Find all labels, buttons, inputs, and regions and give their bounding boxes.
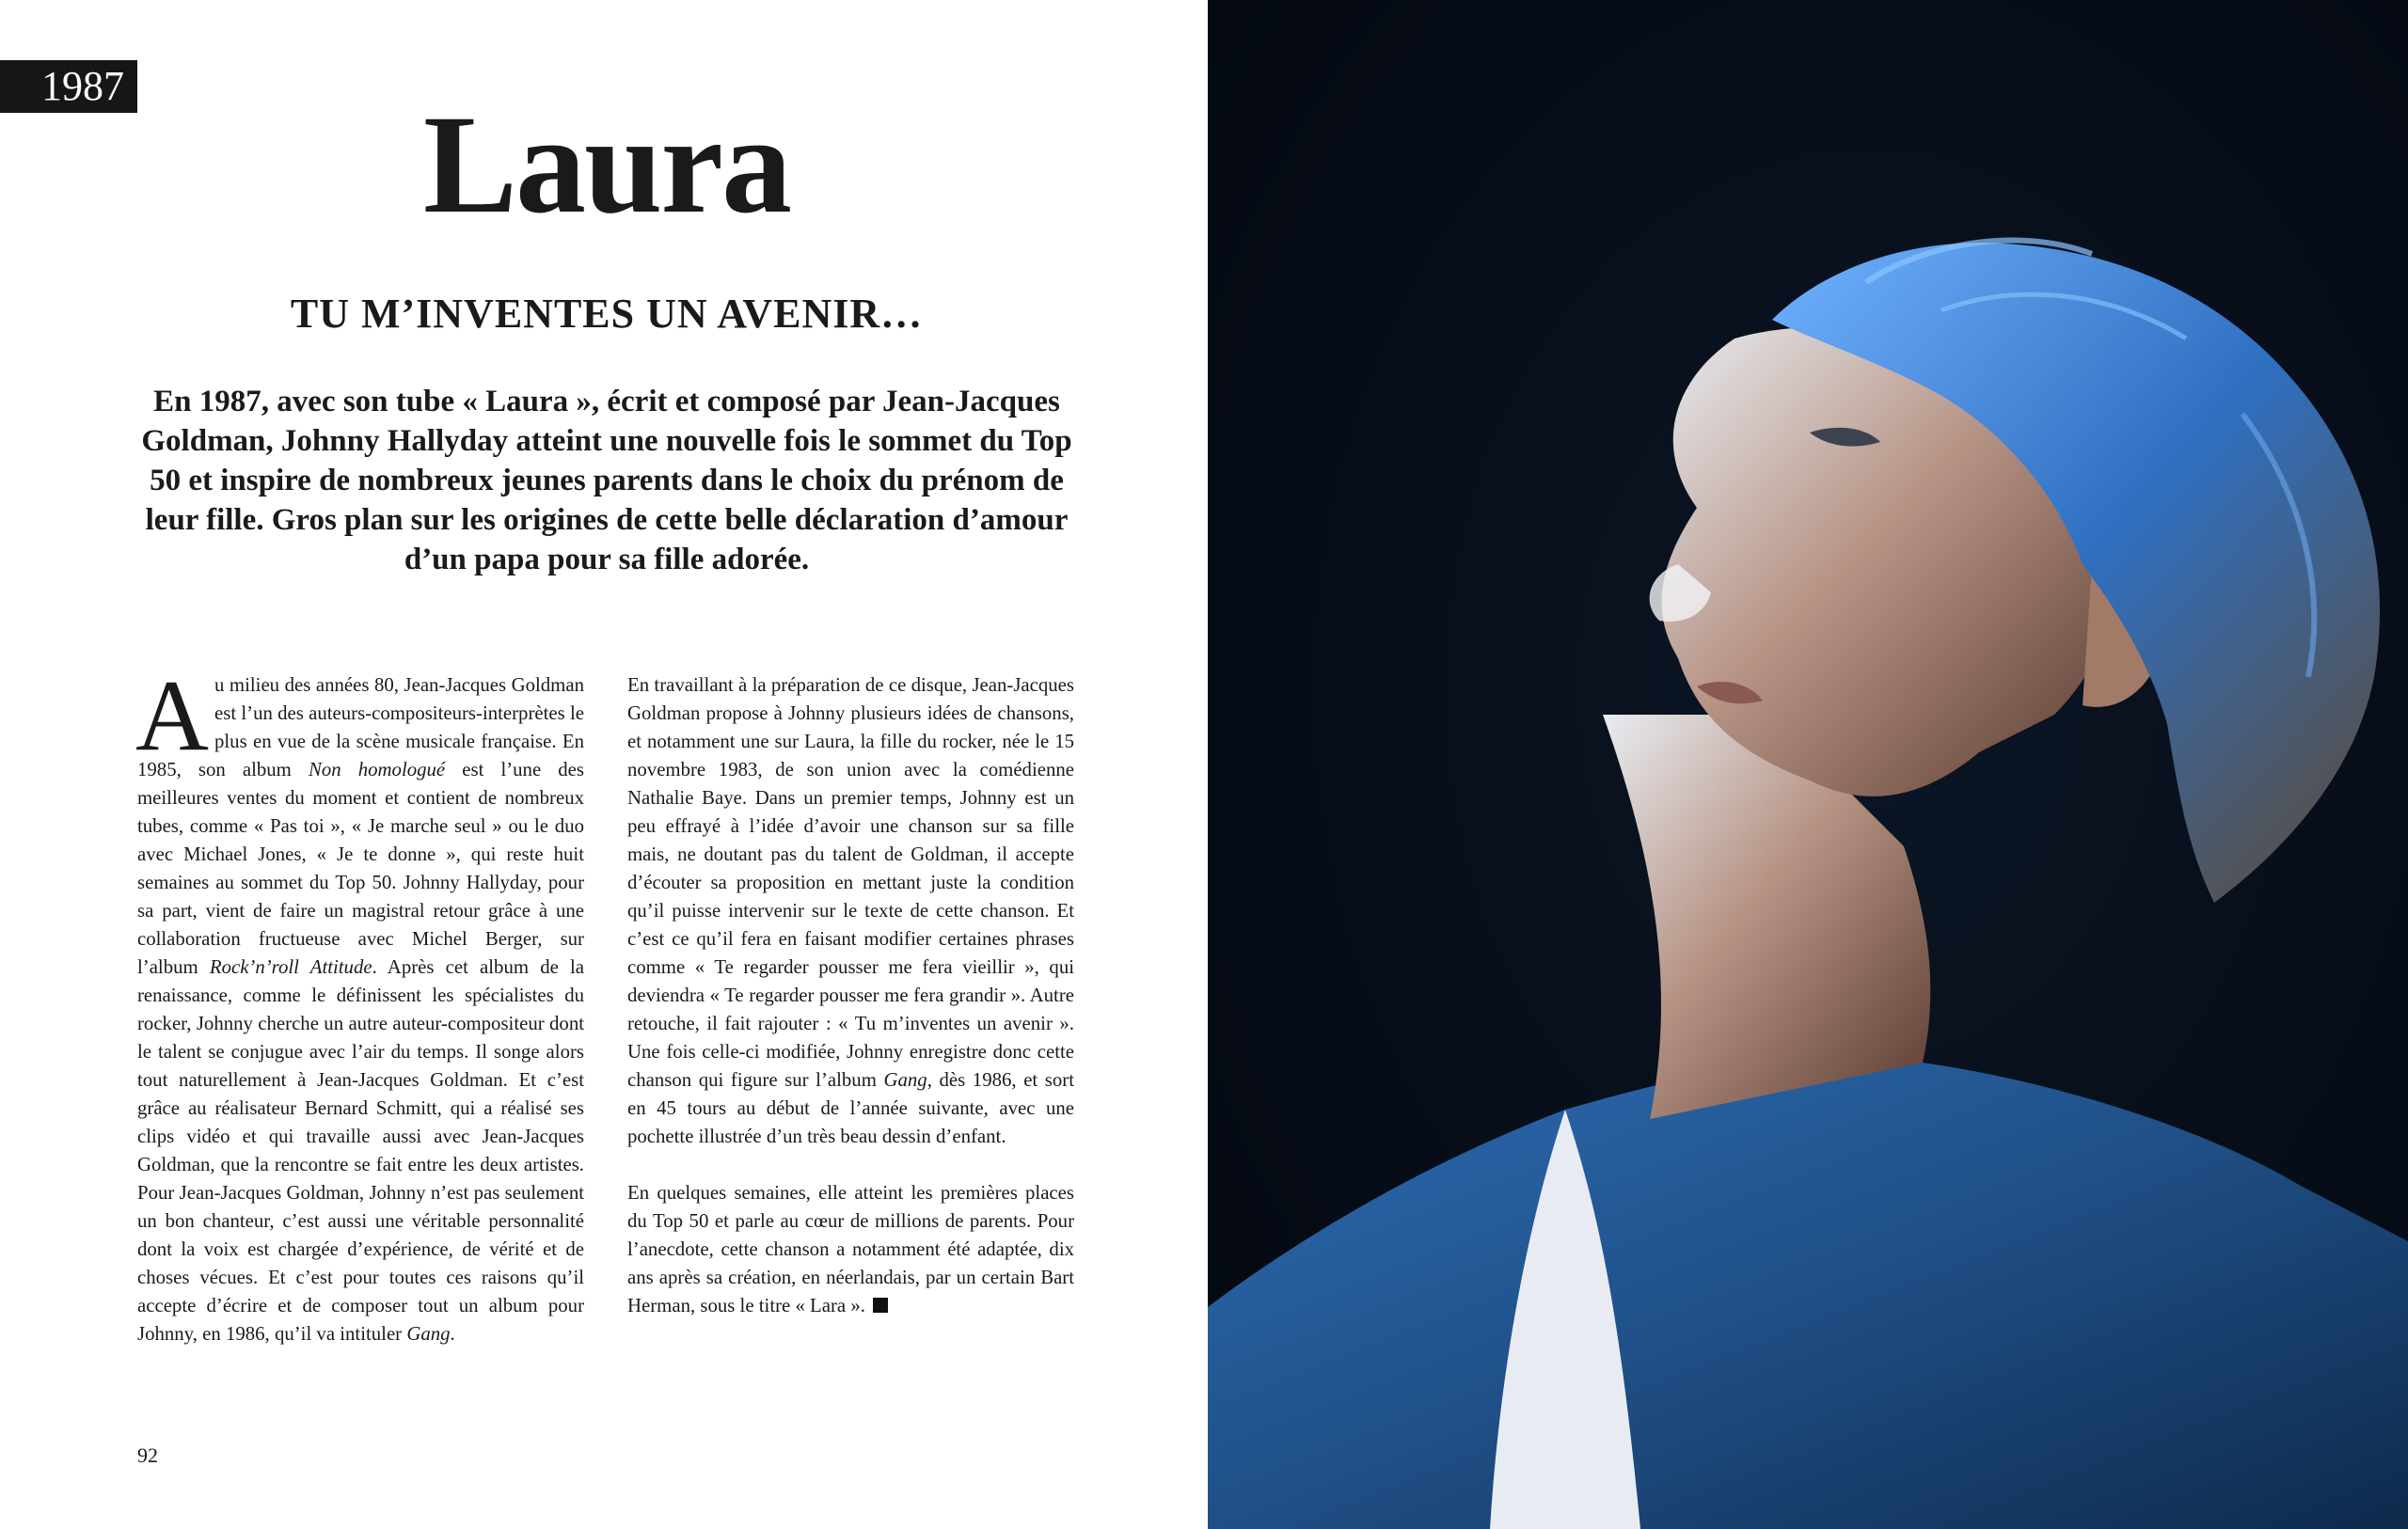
- paragraph: [135, 660, 585, 1348]
- album-title: Gang: [406, 1323, 451, 1345]
- end-mark-icon: [873, 1298, 888, 1313]
- page-number: 92: [137, 1443, 158, 1467]
- album-title: Gang: [883, 1069, 927, 1091]
- text-run: u milieu des années 80, Jean-Jacques Goldman est l’un des auteurs-compositeurs-interprètes le plus en vue de la scène musicale française. En 1985, son album: [137, 674, 584, 780]
- year-tab: 1987: [0, 60, 137, 113]
- article-lead: En 1987, avec son tube « Laura », écrit et composé par Jean-Jacques Goldman, Johnny Hallyday atteint une nouvelle fois le sommet du Top 50 et inspire de nombreux jeunes parents dans le choix du prénom de leur fille. Gros plan sur les origines de cette belle déclaration d’amour d’un papa pour sa fille adorée.: [141, 385, 1072, 576]
- text-column-right: [627, 671, 1074, 1348]
- text-run: . Après cet album de la renaissance, comme le définissent les spécialistes du rocker, Johnny cherche un autre auteur-compositeur dont le talent se conjugue avec l’air du temps. Il songe alors tout naturellement à Jean-Jacques Goldman. Et c’est grâce au réalisateur Bernard Schmitt, qui a réalisé ses clips vidéo et qui travaille aussi avec Jean-Jacques Goldman, que la rencontre se fait entre les deux artistes. Pour Jean-Jacques Goldman, Johnny n’est pas seulement un bon chanteur, c’est aussi une véritable personnalité dont la voix est chargée d’expérience, de vérité et de choses vécues. Et c’est pour toutes ces raisons qu’il accepte d’écrire et de composer tout un album pour Johnny, en 1986, qu’il va intituler: [137, 956, 584, 1345]
- text-run: En travaillant à la préparation de ce disque, Jean-Jacques Goldman propose à Johnny plusieurs idées de chansons, et notamment une sur Laura, la fille du rocker, née le 15 novembre 1983, de son union avec la comédienne Nathalie Baye. Dans un premier temps, Johnny est un peu effrayé à l’idée d’avoir une chanson sur sa fille mais, ne doutant pas du talent de Goldman, il accepte d’écouter sa proposition en mettant juste la condition qu’il puisse intervenir sur le texte de cette chanson. Et c’est ce qu’il fera en faisant modifier certaines phrases comme « Te regarder pousser me fera vieillir », qui deviendra « Te regarder pousser me fera grandir ». Autre retouche, il fait rajouter : « Tu m’inventes un avenir ». Une fois celle-ci modifiée, Johnny enregistre donc cette chanson qui figure sur l’album: [627, 674, 1074, 1091]
- article-subtitle: TU M’INVENTES UN AVENIR…: [290, 291, 924, 337]
- text-run: En quelques semaines, elle atteint les premières places du Top 50 et parle au cœur de millions de parents. Pour l’anecdote, cette chanson a notamment été adaptée, dix ans après sa création, en néerlandais, par un certain Bart Herman, sous le titre « Lara ».: [627, 1182, 1074, 1316]
- text-run: est l’une des meilleures ventes du moment et contient de nombreux tubes, comme « Pas toi », « Je marche seul » ou le duo avec Michael Jones, « Je te donne », qui reste huit semaines au sommet du Top 50. Johnny Hallyday, pour sa part, vient de faire un magistral retour grâce à une collaboration fructueuse avec Michel Berger, sur l’album: [137, 759, 585, 978]
- text-run: .: [450, 1323, 455, 1345]
- album-title: Rock’n’roll Attitude: [209, 956, 372, 978]
- paragraph: [627, 1179, 1074, 1320]
- right-page-photo: [1208, 0, 2408, 1529]
- paragraph: [627, 671, 1074, 1151]
- drop-cap: A: [135, 660, 209, 772]
- text-column-left: [135, 660, 585, 1377]
- text-run: , dès 1986, et sort en 45 tours au début de l’année suivante, avec une pochette illustrée d’un très beau dessin d’enfant.: [627, 1069, 1074, 1147]
- album-title: Non homologué: [308, 759, 446, 780]
- concert-portrait-photo: [1208, 0, 2408, 1529]
- article-title: Laura: [422, 87, 791, 243]
